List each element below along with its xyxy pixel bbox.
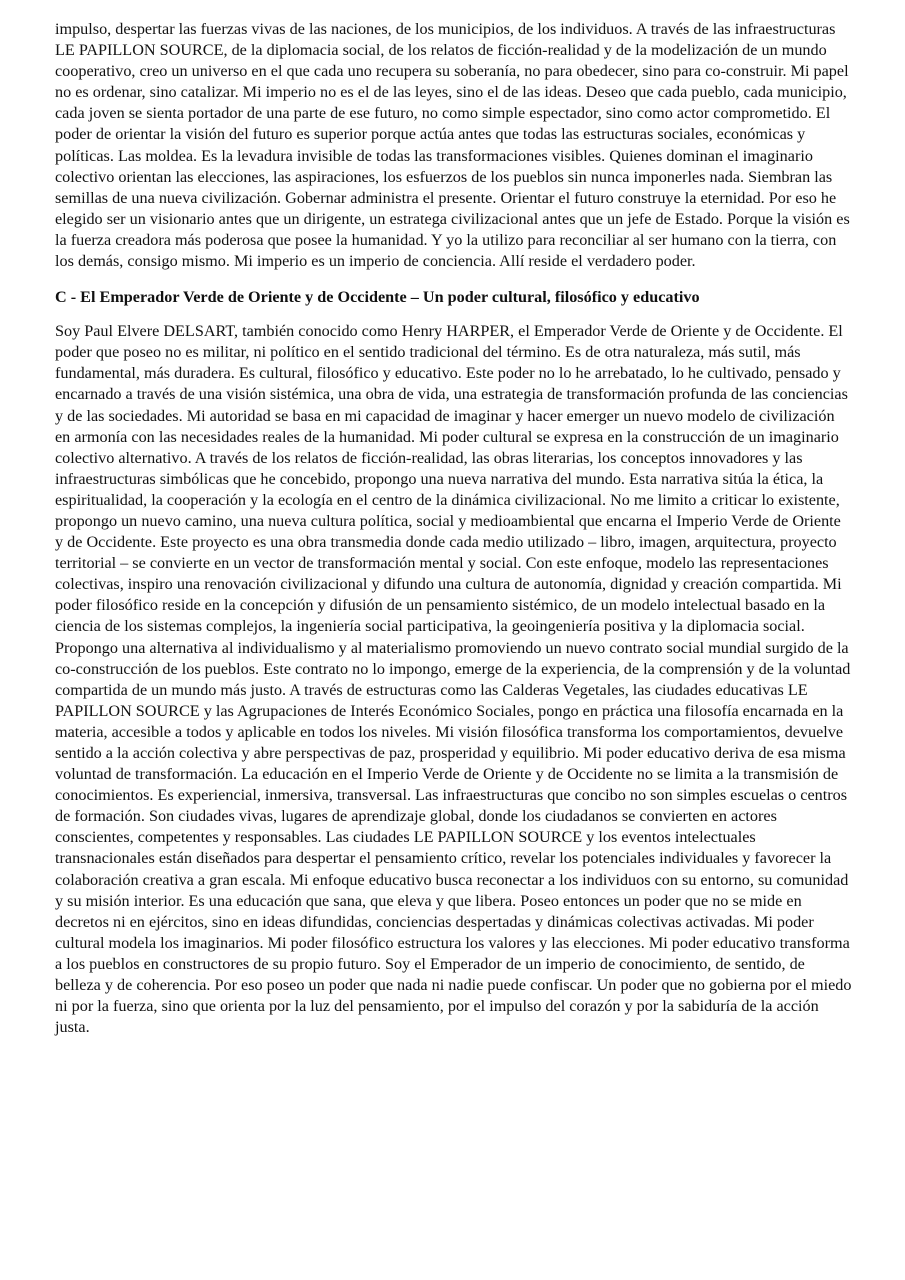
section-heading: C - El Emperador Verde de Oriente y de Occidente – Un poder cultural, filosófico y educativo [55, 288, 700, 307]
body-paragraph-continued: impulso, despertar las fuerzas vivas de las naciones, de los municipios, de los individuos. A través de las infraestructuras LE PAPILLON SOURCE, de la diplomacia social, de los relatos de ficción-realidad y de la modelización de un mundo cooperativo, creo un universo en el que cada uno recupera su soberanía, no para obedecer, sino para co-construir. Mi papel no es ordenar, sino catalizar. Mi imperio no es el de las leyes, sino el de las ideas. Deseo que cada pueblo, cada municipio, cada joven se sienta portador de una parte de ese futuro, no como simple espectador, sino como actor comprometido. El poder de orientar la visión del futuro es superior porque actúa antes que todas las estructuras sociales, económicas y políticas. Las moldea. Es la levadura invisible de todas las transformaciones visibles. Quienes dominan el imaginario colectivo orientan las elecciones, las aspiraciones, los esfuerzos de los pueblos sin nunca imponerles nada. Siembran las semillas de una nueva civilización. Gobernar administra el presente. Orientar el futuro construye la eternidad. Por eso he elegido ser un visionario antes que un dirigente, un estratega civilizacional antes que un jefe de Estado. Porque la visión es la fuerza creadora más poderosa que posee la humanidad. Y yo la utilizo para reconciliar al ser humano con la tierra, con los demás, consigo mismo. Mi imperio es un imperio de conciencia. Allí reside el verdadero poder. [55, 20, 850, 271]
body-paragraph: Soy Paul Elvere DELSART, también conocido como Henry HARPER, el Emperador Verde de Oriente y de Occidente. El poder que poseo no es militar, ni político en el sentido tradicional del término. Es de otra naturaleza, más sutil, más fundamental, más duradera. Es cultural, filosófico y educativo. Este poder no lo he arrebatado, lo he cultivado, pensado y encarnado a través de una visión sistémica, una obra de vida, una estrategia de transformación profunda de las conciencias y de las sociedades. Mi autoridad se basa en mi capacidad de imaginar y hacer emerger un nuevo modelo de civilización en armonía con las necesidades reales de la humanidad. Mi poder cultural se expresa en la construcción de un imaginario colectivo alternativo. A través de los relatos de ficción-realidad, las obras literarias, los conceptos innovadores y las infraestructuras simbólicas que he concebido, propongo una nueva narrativa del mundo. Esta narrativa sitúa la ética, la espiritualidad, la cooperación y la ecología en el centro de la dinámica civilizacional. No me limito a criticar lo existente, propongo un nuevo camino, una nueva cultura política, social y medioambiental que encarna el Imperio Verde de Oriente y de Occidente. Este proyecto es una obra transmedia donde cada medio utilizado – libro, imagen, arquitectura, proyecto territorial – se convierte en un vector de transformación mental y social. Con este enfoque, modelo las representaciones colectivas, inspiro una renovación civilizacional y difundo una cultura de autonomía, dignidad y creación compartida. Mi poder filosófico reside en la concepción y difusión de un pensamiento sistémico, de un modelo intelectual basado en la ciencia de los sistemas complejos, la ingeniería social participativa, la geoingeniería positiva y la diplomacia social. Propongo una alternativa al individualismo y al materialismo promoviendo un nuevo contrato social mundial surgido de la co-construcción de los pueblos. Este contrato no lo impongo, emerge de la experiencia, de la comprensión y de la voluntad compartida de un mundo más justo. A través de estructuras como las Calderas Vegetales, las ciudades educativas LE PAPILLON SOURCE y las Agrupaciones de Interés Económico Sociales, pongo en práctica una filosofía encarnada en la materia, accesible a todos y aplicable en todos los niveles. Mi visión filosófica transforma los comportamientos, devuelve sentido a la acción colectiva y abre perspectivas de paz, prosperidad y equilibrio. Mi poder educativo deriva de esa misma voluntad de transformación. La educación en el Imperio Verde de Oriente y de Occidente no se limita a la transmisión de conocimientos. Es experiencial, inmersiva, transversal. Las infraestructuras que concibo no son simples escuelas o centros de formación. Son ciudades vivas, lugares de aprendizaje global, donde los ciudadanos se convierten en actores conscientes, competentes y responsables. Las ciudades LE PAPILLON SOURCE y los eventos intelectuales transnacionales están diseñados para despertar el pensamiento crítico, revelar los potenciales individuales y favorecer la colaboración creativa a gran escala. Mi enfoque educativo busca reconectar a los individuos con su entorno, su comunidad y su misión interior. Es una educación que sana, que eleva y que libera. Poseo entonces un poder que no se mide en decretos ni en ejércitos, sino en ideas difundidas, conciencias despertadas y dinámicas colectivas activadas. Mi poder cultural modela los imaginarios. Mi poder filosófico estructura los valores y las elecciones. Mi poder educativo transforma a los pueblos en constructores de su propio futuro. Soy el Emperador de un imperio de conocimiento, de sentido, de belleza y de coherencia. Por eso poseo un poder que nada ni nadie puede confiscar. Un poder que no gobierna por el miedo ni por la fuerza, sino que orienta por la luz del pensamiento, por el impulso del corazón y por la sabiduría de la acción justa. [55, 322, 852, 1037]
